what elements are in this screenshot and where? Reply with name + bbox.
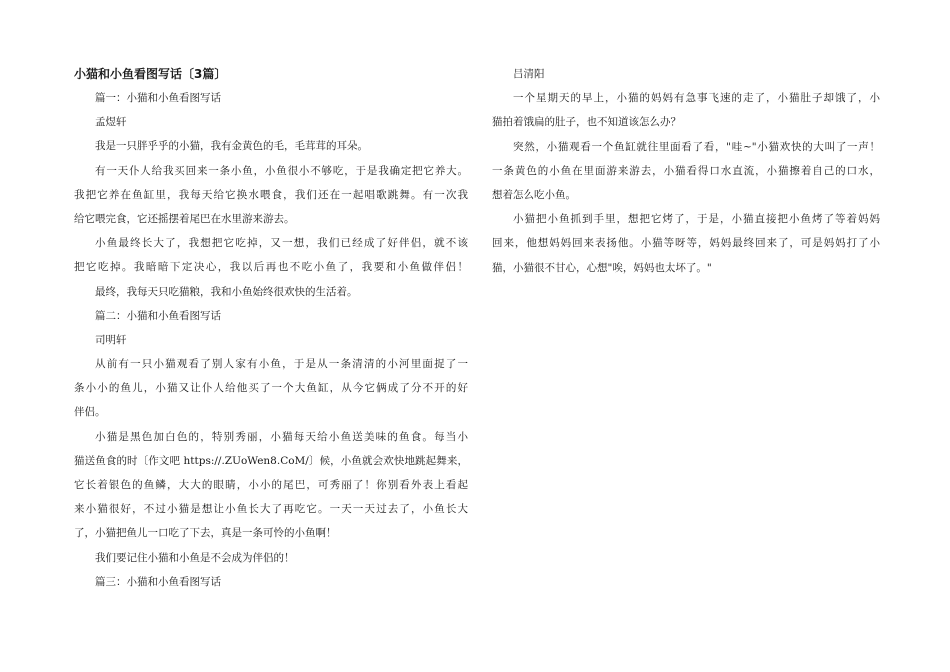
- paragraph-line: 小猫把小鱼抓到手里，想把它烤了，于是，小猫直接把小鱼烤了等着妈妈: [513, 213, 880, 226]
- paragraph-line: 我是一只胖乎乎的小猫，我有金黄色的毛，毛茸茸的耳朵。: [95, 140, 368, 153]
- paragraph-line: 把它吃掉。我暗暗下定决心，我以后再也不吃小鱼了，我要和小鱼做伴侣！: [74, 261, 468, 274]
- paragraph-line: 我把它养在鱼缸里，我每天给它换水喂食，我们还在一起唱歌跳舞。有一次我: [74, 188, 468, 201]
- paragraph-line: 小猫是黑色加白色的，特别秀丽，小猫每天给小鱼送美味的鱼食。每当小: [95, 430, 468, 443]
- document-title: 小猫和小鱼看图写话〔3篇〕: [74, 67, 227, 81]
- paragraph-line: 最终，我每天只吃猫粮，我和小鱼始终很欢快的生活着。: [95, 285, 358, 298]
- author-name-1: 孟煜轩: [95, 116, 127, 129]
- paragraph-line: 猫送鱼食的时〔作文吧 https://.ZUoWen8.CoM/〕候，小鱼就会欢快地跳起舞来，: [74, 454, 468, 467]
- section-heading-3: 篇三：小猫和小鱼看图写话: [95, 575, 221, 588]
- paragraph-line: 它长着银色的鱼鳞，大大的眼睛，小小的尾巴，可秀丽了！你别看外表上看起: [74, 479, 468, 491]
- paragraph-line: 一条黄色的小鱼在里面游来游去，小猫看得口水直流，小猫擦着自己的口水，: [492, 164, 880, 177]
- author-name-2: 司明轩: [95, 333, 127, 346]
- section-heading-2: 篇二：小猫和小鱼看图写话: [95, 309, 221, 322]
- author-name-3: 吕清阳: [513, 68, 545, 80]
- paragraph-line: 突然，小猫观看一个鱼缸就往里面看了看，"哇~"小猫欢快的大叫了一声！: [513, 140, 880, 153]
- left-column: [74, 62, 468, 594]
- paragraph-line: 条小小的鱼儿，小猫又让仆人给他买了一个大鱼缸，从今它俩成了分不开的好: [74, 382, 468, 395]
- paragraph-line: 猫，小猫很不甘心，心想"唉，妈妈也太坏了。": [492, 261, 712, 274]
- section-heading-1: 篇一：小猫和小鱼看图写话: [95, 92, 221, 104]
- right-column: [492, 62, 880, 280]
- paragraph-line: 了，小猫把鱼儿一口吃了下去，真是一条可怜的小鱼啊！: [74, 527, 337, 540]
- paragraph-line: 来小猫很好，不过小猫是想让小鱼长大了再吃它。一天一天过去了，小鱼长大: [74, 503, 468, 516]
- paragraph-line: 伴侣。: [74, 406, 106, 419]
- paragraph-line: 一个星期天的早上，小猫的妈妈有急事飞速的走了，小猫肚子却饿了，小: [513, 92, 880, 105]
- paragraph-line: 猫拍着饿扁的肚子，也不知道该怎么办？: [492, 116, 681, 129]
- paragraph-line: 有一天仆人给我买回来一条小鱼，小鱼很小不够吃，于是我确定把它养大。: [95, 164, 468, 177]
- paragraph-line: 我们要记住小猫和小鱼是不会成为伴侣的！: [95, 551, 295, 564]
- paragraph-line: 想着怎么吃小鱼。: [492, 188, 576, 201]
- paragraph-line: 小鱼最终长大了，我想把它吃掉，又一想，我们已经成了好伴侣，就不该: [95, 237, 468, 250]
- paragraph-line: 给它喂完食，它还摇摆着尾巴在水里游来游去。: [74, 212, 295, 225]
- paragraph-line: 回来，他想妈妈回来表扬他。小猫等呀等，妈妈最终回来了，可是妈妈打了小: [492, 237, 880, 250]
- paragraph-line: 从前有一只小猫观看了别人家有小鱼，于是从一条清清的小河里面捉了一: [95, 358, 468, 371]
